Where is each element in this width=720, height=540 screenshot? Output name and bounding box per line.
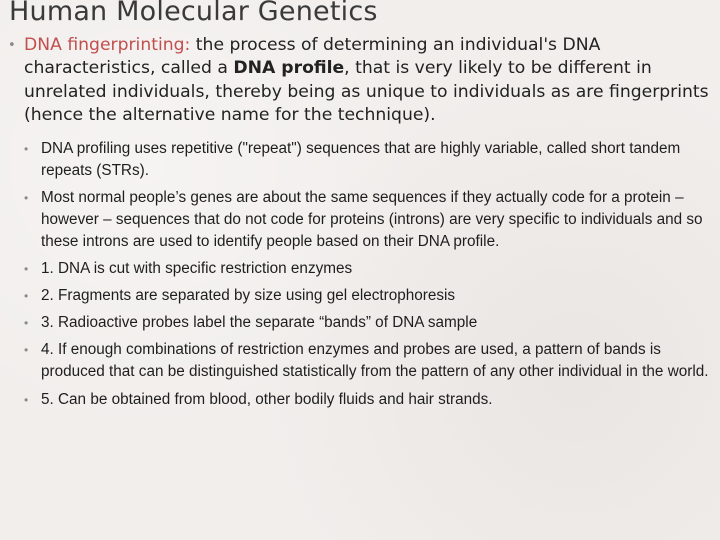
bullet-marker: • <box>8 38 16 53</box>
slide-title: Human Molecular Genetics <box>9 0 378 27</box>
bullet-marker: • <box>24 343 29 358</box>
bullet-marker: • <box>24 392 29 407</box>
bullet-marker: • <box>24 262 29 277</box>
sub-bullet <box>24 285 716 307</box>
slide-content <box>8 34 716 416</box>
main-text-part-2: , that is very likely to be different in unrelated individuals, thereby being as unique to individuals as are fingerprints (hence the alternative name for the technique). <box>24 58 709 126</box>
bold-term: DNA profile <box>233 58 345 79</box>
sub-bullet <box>24 187 716 253</box>
main-text-part-1: the process of determining an individual's DNA characteristics, called a <box>24 35 601 79</box>
sub-bullet-text: 5. Can be obtained from blood, other bodily fluids and hair strands. <box>41 390 493 408</box>
sub-bullet <box>24 138 716 182</box>
sub-bullet-text: 3. Radioactive probes label the separate “bands” of DNA sample <box>41 314 478 332</box>
bullet-marker: • <box>24 316 29 331</box>
bullet-marker: • <box>24 190 29 205</box>
bullet-marker: • <box>24 289 29 304</box>
sub-bullet <box>24 312 716 334</box>
main-bullet <box>8 34 716 128</box>
sub-bullet <box>24 339 716 383</box>
term-highlight: DNA fingerprinting: <box>24 35 191 55</box>
sub-bullet <box>24 389 716 411</box>
sub-bullet-text: DNA profiling uses repetitive ("repeat") sequences that are highly variable, called short tandem repeats (STRs). <box>41 139 681 179</box>
sub-bullet-text: 4. If enough combinations of restriction enzymes and probes are used, a pattern of bands is produced that can be distinguished statistically from the pattern of any other individual in the world. <box>41 341 709 381</box>
sub-bullet-text: Most normal people’s genes are about the same sequences if they actually code for a protein – however – sequences that do not code for proteins (introns) are very specific to individuals and so these introns are used to identify people based on their DNA profile. <box>41 188 703 250</box>
sub-bullet-list <box>8 138 716 411</box>
sub-bullet <box>24 258 716 280</box>
sub-bullet-text: 2. Fragments are separated by size using gel electrophoresis <box>41 287 456 305</box>
bullet-marker: • <box>24 141 29 156</box>
sub-bullet-text: 1. DNA is cut with specific restriction enzymes <box>41 260 353 278</box>
